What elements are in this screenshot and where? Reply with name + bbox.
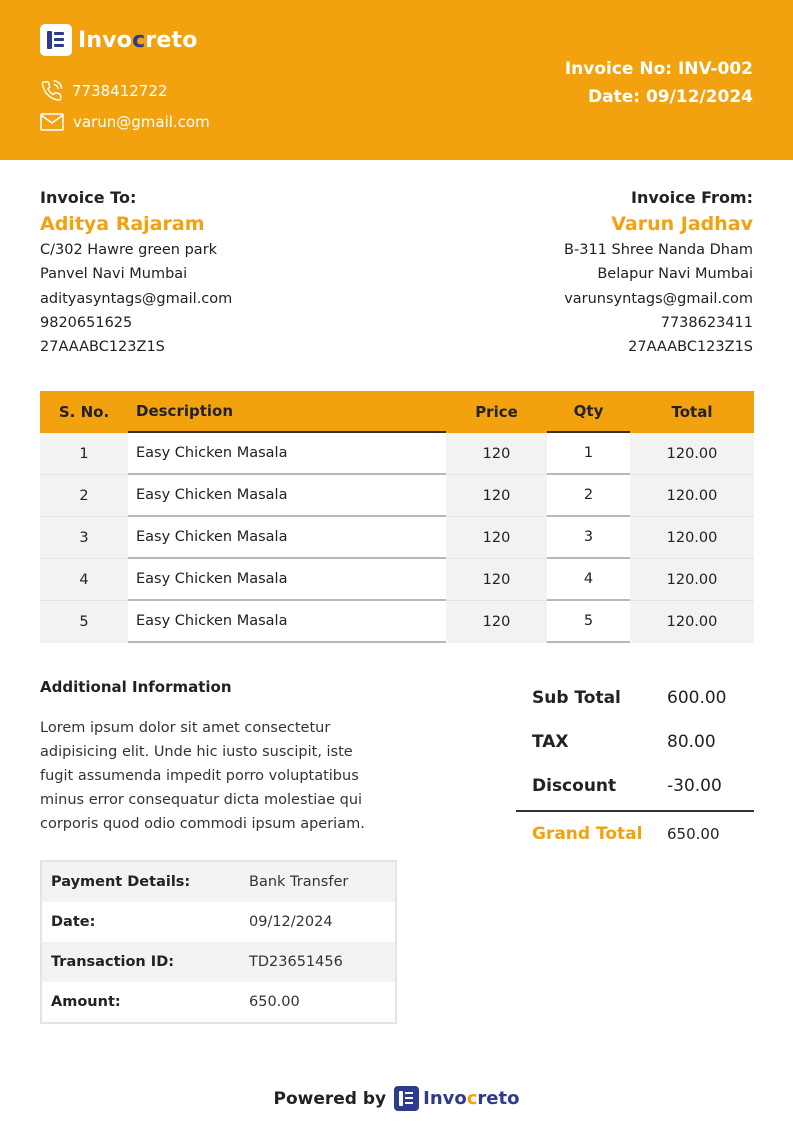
- header-email: [40, 113, 210, 131]
- row-total: 120.00: [630, 559, 754, 601]
- invoice-logo-icon: [40, 24, 72, 56]
- invoice-to-phone: 9820651625: [40, 314, 133, 331]
- transaction-id-label: Transaction ID:: [51, 954, 175, 970]
- row-sno: 5: [40, 601, 128, 643]
- payment-date-value: 09/12/2024: [249, 914, 333, 930]
- phone-icon: [40, 80, 63, 102]
- row-price: 120: [446, 559, 547, 601]
- row-sno: 4: [40, 559, 128, 601]
- row-qty: 1: [547, 433, 630, 475]
- invoice-from-block: [564, 186, 753, 359]
- row-qty: 4: [547, 559, 630, 601]
- row-total: 120.00: [630, 433, 754, 475]
- row-sno: 2: [40, 475, 128, 517]
- table-row: [40, 601, 754, 643]
- grand-total-value: 650.00: [667, 825, 720, 843]
- row-description: Easy Chicken Masala: [128, 601, 446, 643]
- table-header-row: [40, 391, 754, 433]
- invoice-date: Date: 09/12/2024: [587, 87, 753, 107]
- discount-label: Discount: [532, 776, 617, 796]
- row-total: 120.00: [630, 517, 754, 559]
- row-qty: 5: [547, 601, 630, 643]
- invoice-to-address2: Panvel Navi Mumbai: [40, 266, 188, 283]
- payment-date-label: Date:: [51, 914, 96, 930]
- items-table: [40, 391, 754, 643]
- invoice-to-gstin: 27AAABC123Z1S: [40, 339, 165, 356]
- header-price: Price: [475, 403, 518, 421]
- row-description: Easy Chicken Masala: [128, 559, 446, 601]
- invoice-from-phone: 7738623411: [660, 314, 753, 331]
- brand-name: Invocreto: [78, 27, 198, 53]
- tax-row: [516, 720, 754, 764]
- grand-total-label: Grand Total: [532, 824, 643, 844]
- invoice-to-email: adityasyntags@gmail.com: [40, 290, 233, 307]
- additional-info-title: Additional Information: [40, 678, 232, 696]
- header-description: Description: [128, 391, 446, 433]
- brand-logo: [40, 24, 198, 56]
- payment-method-label: Payment Details:: [51, 874, 191, 890]
- payment-amount-label: Amount:: [51, 994, 121, 1010]
- transaction-id-row: [42, 942, 395, 982]
- footer-brand-name[interactable]: Invocreto: [423, 1088, 520, 1109]
- invoice-from-name: Varun Jadhav: [611, 213, 753, 236]
- additional-info-text: Lorem ipsum dolor sit amet consectetur adipisicing elit. Unde hic iusto suscipit, iste fugit assumenda impedit porro voluptatibus minus error consequatur dicta molestiae qui corporis quod odio commodi ipsum aperiam.: [40, 720, 365, 832]
- table-row: [40, 559, 754, 601]
- mail-icon: [40, 113, 64, 131]
- invoice-to-block: [40, 186, 232, 359]
- invoice-logo-icon: [394, 1086, 419, 1111]
- payment-method-row: [42, 862, 395, 902]
- row-total: 120.00: [630, 601, 754, 643]
- invoice-from-gstin: 27AAABC123Z1S: [628, 339, 753, 356]
- subtotal-row: [516, 676, 754, 720]
- table-row: [40, 433, 754, 475]
- invoice-to-name: Aditya Rajaram: [40, 213, 205, 236]
- invoice-from-address1: B-311 Shree Nanda Dham: [564, 242, 753, 259]
- transaction-id-value: TD23651456: [249, 954, 343, 970]
- subtotal-label: Sub Total: [532, 688, 621, 708]
- invoice-from-label: Invoice From:: [630, 188, 753, 207]
- header-total: Total: [671, 403, 713, 421]
- grand-total-row: [516, 812, 754, 856]
- payment-amount-row: [42, 982, 395, 1022]
- row-description: Easy Chicken Masala: [128, 433, 446, 475]
- row-description: Easy Chicken Masala: [128, 475, 446, 517]
- header-qty: Qty: [547, 391, 630, 433]
- row-description: Easy Chicken Masala: [128, 517, 446, 559]
- tax-label: TAX: [532, 732, 569, 752]
- row-qty: 2: [547, 475, 630, 517]
- email-text: varun@gmail.com: [73, 113, 210, 131]
- table-row: [40, 475, 754, 517]
- row-price: 120: [446, 517, 547, 559]
- phone-text: 7738412722: [72, 82, 168, 100]
- payment-method-value: Bank Transfer: [249, 874, 349, 890]
- invoice-to-label: Invoice To:: [40, 188, 137, 207]
- invoice-number: Invoice No: INV-002: [564, 59, 753, 79]
- invoice-from-email: varunsyntags@gmail.com: [564, 290, 753, 307]
- row-price: 120: [446, 601, 547, 643]
- discount-value: -30.00: [667, 776, 722, 796]
- table-row: [40, 517, 754, 559]
- discount-row: [516, 764, 754, 808]
- payment-details-table: [40, 860, 397, 1024]
- invoice-header: [0, 0, 793, 160]
- header-sno: S. No.: [58, 403, 110, 421]
- table-body: [40, 433, 754, 643]
- row-price: 120: [446, 475, 547, 517]
- payment-date-row: [42, 902, 395, 942]
- invoice-meta: [565, 55, 753, 111]
- tax-value: 80.00: [667, 732, 716, 752]
- header-phone: [40, 80, 167, 102]
- row-sno: 3: [40, 517, 128, 559]
- subtotal-value: 600.00: [667, 688, 727, 708]
- totals-block: [516, 676, 754, 856]
- row-qty: 3: [547, 517, 630, 559]
- row-price: 120: [446, 433, 547, 475]
- invoice-from-address2: Belapur Navi Mumbai: [597, 266, 753, 283]
- payment-amount-value: 650.00: [249, 994, 300, 1010]
- row-total: 120.00: [630, 475, 754, 517]
- row-sno: 1: [40, 433, 128, 475]
- footer: [0, 1086, 793, 1111]
- powered-by-text: Powered by: [273, 1088, 387, 1109]
- invoice-to-address1: C/302 Hawre green park: [40, 242, 218, 259]
